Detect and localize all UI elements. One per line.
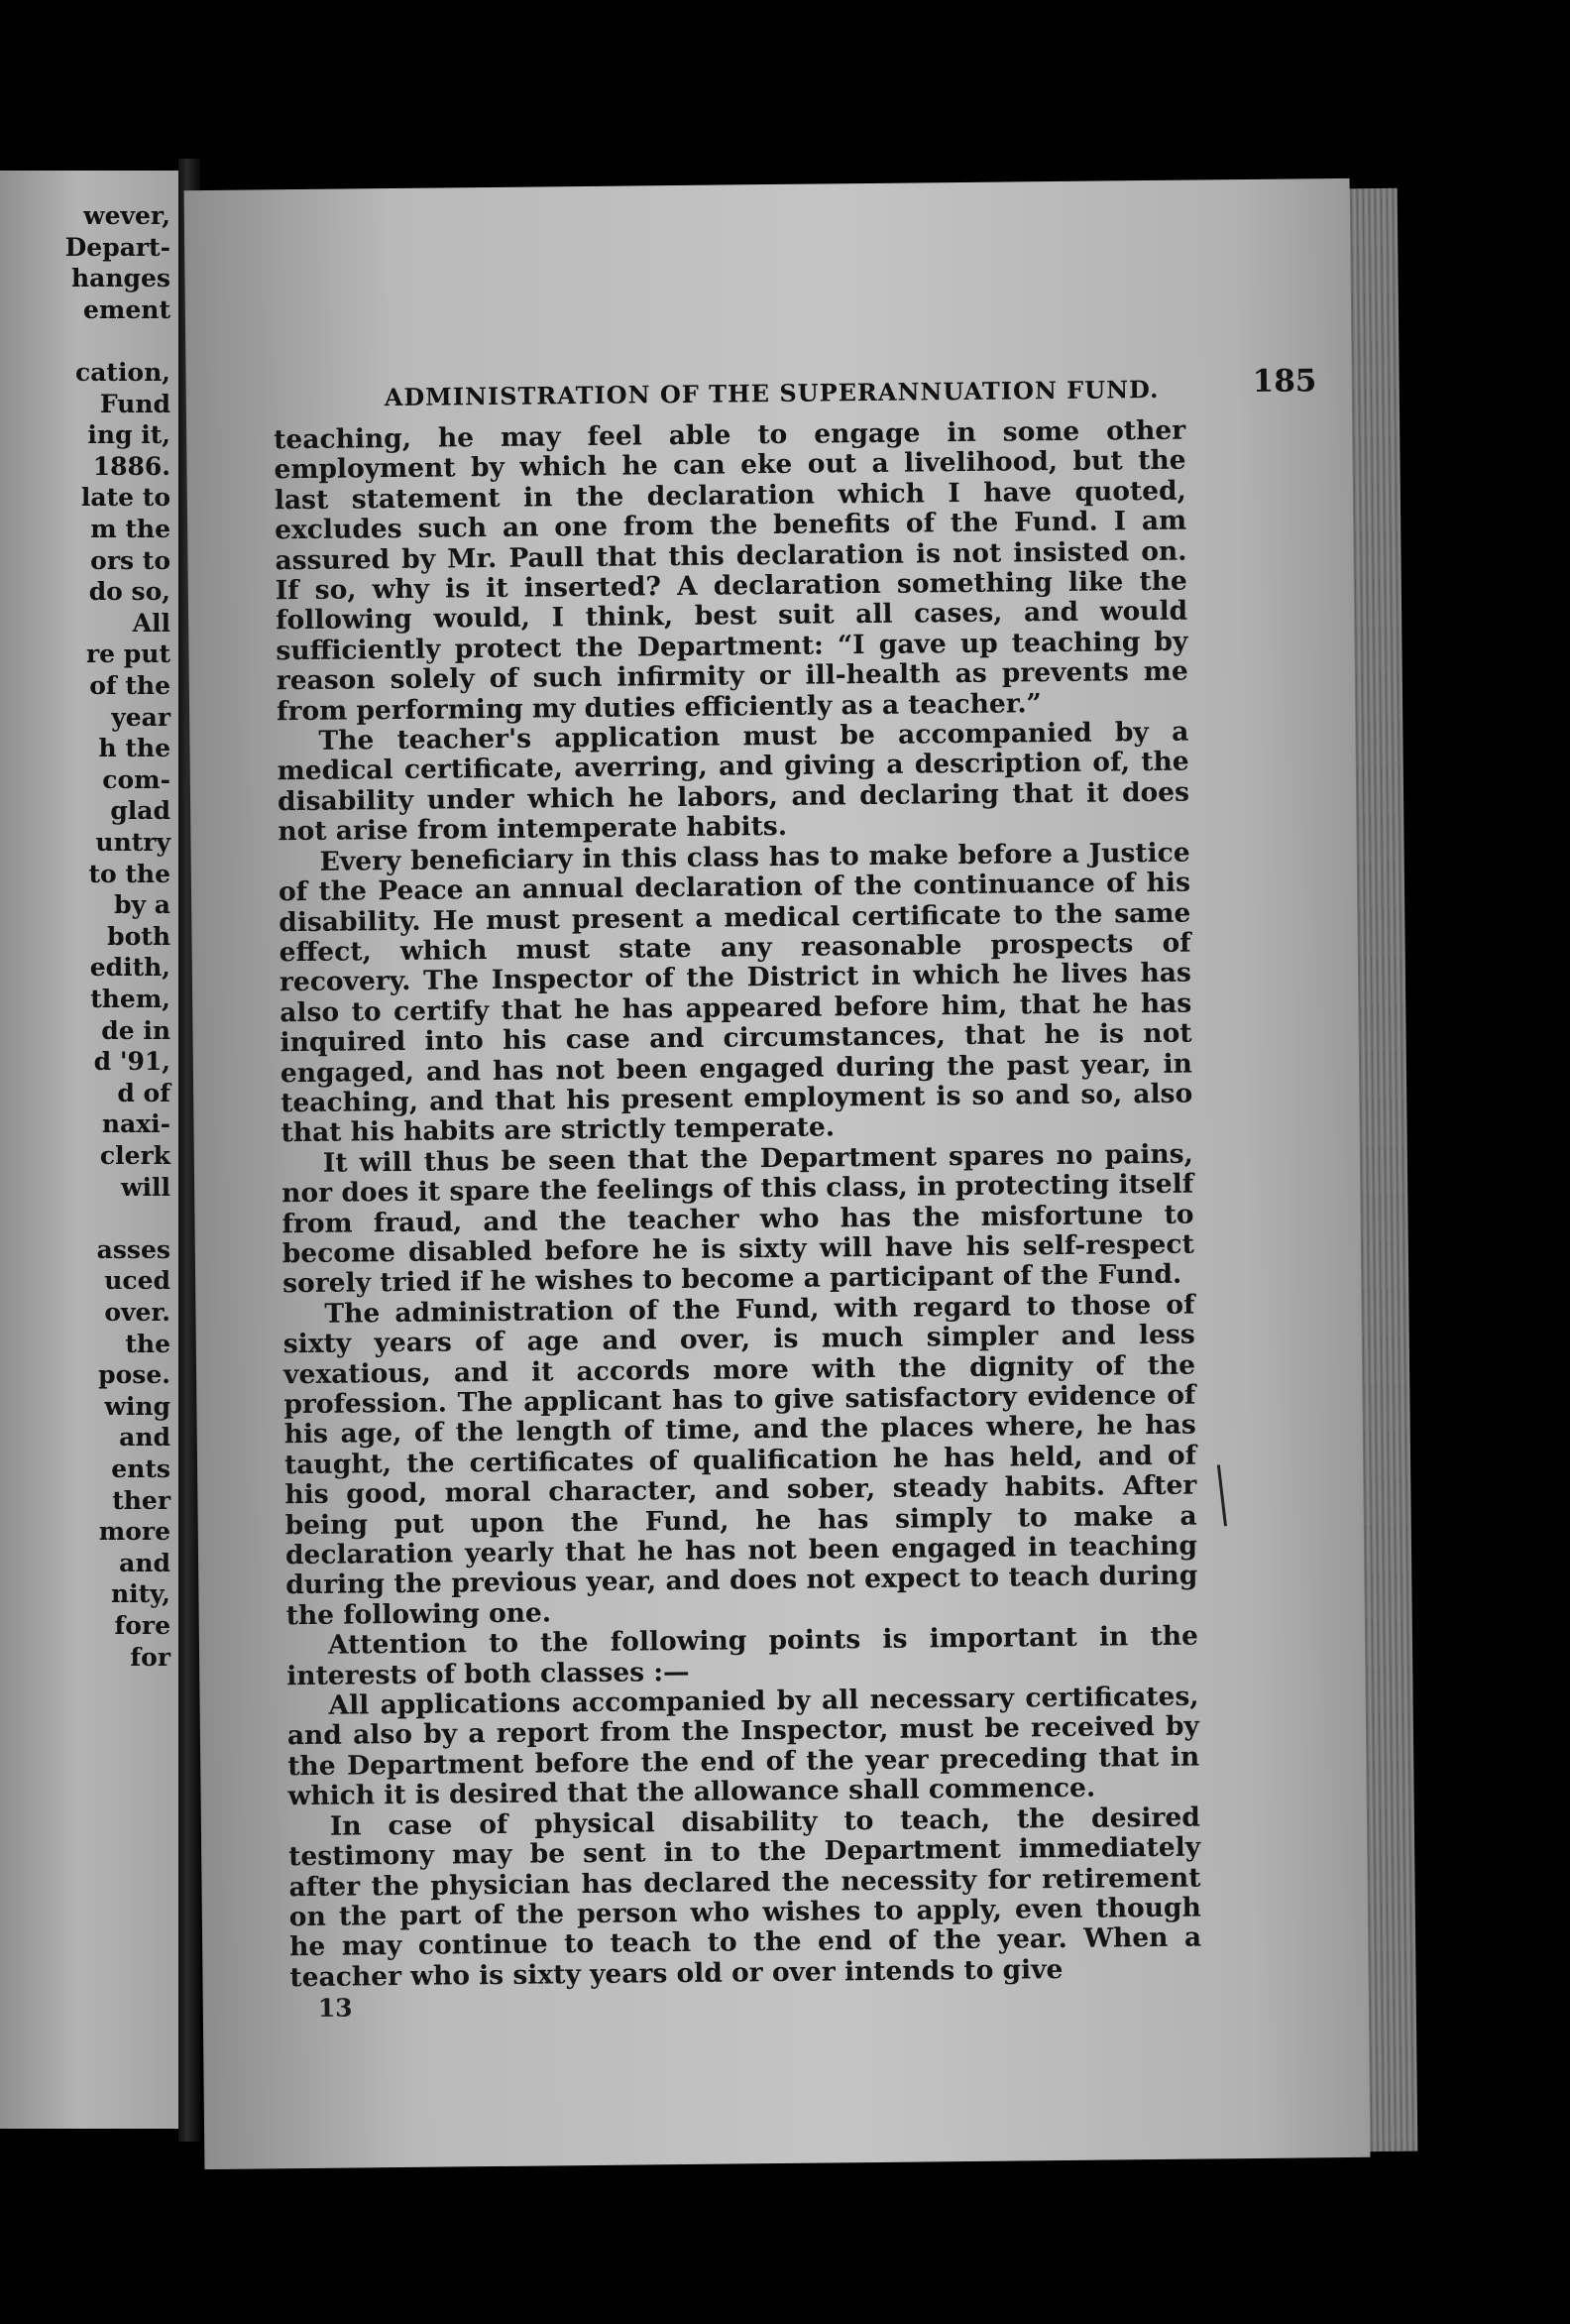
left-page-line-fragment: h the — [98, 734, 170, 763]
left-page-line-fragment: naxi- — [101, 1109, 170, 1139]
paragraph: Attention to the following points is important in the interests of both classes :— — [286, 1620, 1199, 1691]
paragraph: teaching, he may feel able to engage in some other employment by which he can eke out a livelihood, but the last statement in the declaration which I have quoted, excludes such an one from the benefits of the Fund. I am assured by Mr. Paull that this declaration is not insisted on. If so, why is it inserted? A declaration something like the following would, I think, best suit all cases, and would sufficiently protect the Department: “I gave up teaching by reason solely of such infirmity or ill-health as prevents me from performing my duties efficiently as a teacher.” — [274, 414, 1188, 727]
left-page-line-fragment: d '91, — [93, 1047, 170, 1077]
left-page-line-fragment: for — [130, 1642, 170, 1672]
left-page-line-fragment: will — [120, 1172, 170, 1202]
left-page-line-fragment: pose. — [98, 1360, 170, 1390]
left-page-line-fragment: m the — [90, 515, 170, 543]
paragraph: The administration of the Fund, with regard to those of sixty years of age and over, is much simpler and less vexatious, and it accords more with the dignity of the profession. The applicant has to give satisfactory evidence of his age, of the length of time, and the places where, he has taught, the certificates of qualification he has held, and of his good, moral character, and sober, steady habits. After being put upon the Fund, he has simply to make a declaration yearly that he has not been engaged in teaching during the previous year, and does not expect to teach during the following one. — [282, 1289, 1198, 1632]
left-page-line-fragment: ement — [83, 294, 170, 324]
left-page-line-fragment: wever, — [83, 201, 170, 230]
page-body — [274, 416, 1202, 1994]
left-page-line-fragment: and — [119, 1548, 170, 1577]
left-page-line-fragment: glad — [110, 796, 170, 826]
left-page-line-fragment: Fund — [99, 389, 170, 418]
left-page-line-fragment: asses — [96, 1234, 170, 1264]
left-page-line-fragment: All — [132, 608, 170, 638]
book-page — [184, 178, 1371, 2169]
paragraph: The teacher's application must be accompanied by a medical certificate, averring, and giving a description of, the disability under which he labors, and declaring that it does not arise from intemperate habits. — [277, 716, 1190, 848]
left-page-line-fragment: by a — [114, 890, 170, 920]
left-page-line-fragment: uced — [104, 1266, 170, 1296]
running-header: ADMINISTRATION OF THE SUPERANNUATION FUND. — [384, 374, 1160, 412]
left-page-line-fragment: edith, — [89, 953, 170, 983]
left-page-line-fragment: over. — [104, 1298, 170, 1327]
left-page-line-fragment: ther — [112, 1485, 170, 1515]
left-page-line-fragment: late to — [80, 483, 170, 513]
left-page-line-fragment: the — [125, 1329, 170, 1358]
left-page-line-fragment: ents — [111, 1454, 170, 1483]
paragraph: It will thus be seen that the Department spares no pains, nor does it spare the feelings of this class, in protecting itself from fraud, and the teacher who has the misfortune to become disabled before he is sixty will have his self-respect sorely tried if he wishes to become a participant of the Fund. — [281, 1138, 1194, 1300]
left-page-line-fragment: clerk — [99, 1141, 170, 1170]
left-page-line-fragment: cation, — [74, 358, 170, 387]
left-page-line-fragment: hanges — [70, 264, 170, 293]
left-page-line-fragment: 1886. — [92, 451, 170, 481]
paragraph: In case of physical disability to teach, the desired testimony may be sent in to the Department immediately after the physician has declared the necessity for retirement on the part of the person who wishes to apply, even though he may continue to teach to the end of the year. When a teacher who is sixty years old or over intends to give — [288, 1801, 1202, 1993]
left-page-line-fragment: more — [98, 1517, 170, 1547]
left-page-line-fragment: Depart- — [64, 232, 170, 262]
left-page-line-fragment: to the — [88, 859, 170, 888]
left-page-line-fragment: year — [111, 702, 170, 732]
left-page-line-fragment: ing it, — [87, 420, 170, 450]
previous-page-fragment — [0, 171, 178, 2129]
left-page-line-fragment: com- — [102, 764, 170, 794]
left-page-line-fragment: of the — [89, 671, 170, 700]
left-page-line-fragment: nity, — [110, 1579, 170, 1609]
left-page-line-fragment: wing — [104, 1391, 170, 1421]
left-page-line-fragment: and — [119, 1423, 170, 1452]
left-page-line-fragment: them, — [90, 985, 170, 1013]
signature-mark: 13 — [317, 1993, 353, 2023]
left-page-line-fragment: untry — [95, 828, 170, 857]
left-page-line-fragment: fore — [114, 1611, 170, 1640]
left-page-line-fragment: ors to — [90, 545, 170, 575]
pencil-mark — [1217, 1464, 1227, 1526]
left-page-line-fragment: both — [107, 921, 170, 951]
left-page-line-fragment: de in — [101, 1015, 170, 1045]
left-page-line-fragment: re put — [86, 639, 170, 669]
left-page-line-fragment: d of — [117, 1078, 170, 1107]
paragraph: All applications accompanied by all necessary certificates, and also by a report from the Inspector, must be received by the Department before the end of the year preceding that in which it is desired that the allowance shall commence. — [286, 1681, 1200, 1812]
page-number: 185 — [1252, 363, 1317, 400]
paragraph: Every beneficiary in this class has to make before a Justice of the Peace an annual declaration of the continuance of his disability. He must present a medical certificate to the same effect, which must state any reasonable prospects of recovery. The Inspector of the District in which he lives has also to certify that he has appeared before him, that he has inquired into his case and circumstances, that he is not engaged, and has not been engaged during the past year, in teaching, and that his present employment is so and so, also that his habits are strictly temperate. — [278, 837, 1193, 1149]
left-page-line-fragment: do so, — [88, 577, 170, 607]
